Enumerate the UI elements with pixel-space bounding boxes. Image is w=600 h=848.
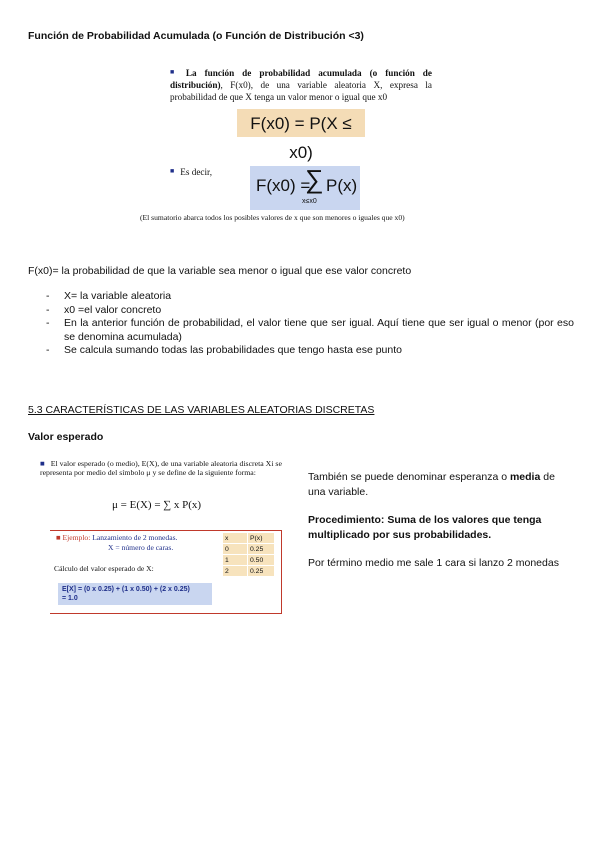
formula-sum-lhs: F(x0) = (256, 176, 311, 195)
page-heading: Función de Probabilidad Acumulada (o Función de Distribución <3) (28, 30, 364, 42)
note-termino-medio: Por término medio me sale 1 cara si lanzo 2 monedas (308, 557, 559, 569)
example-label: Ejemplo: (62, 533, 91, 542)
calc-text: Cálculo del valor esperado de X: (54, 564, 154, 573)
list-item: - Se calcula sumando todas las probabilidades que tengo hasta ese punto (46, 344, 402, 357)
table-header-row (223, 533, 275, 544)
note-esperanza (308, 470, 574, 500)
list-item-text: x0 =el valor concreto (64, 303, 162, 316)
probability-table (222, 532, 275, 577)
formula-cumulative: F(x0) = P(X ≤ x0) (237, 109, 365, 137)
bullet-square-icon: ■ (56, 533, 63, 542)
right-column-notes (308, 470, 574, 584)
list-item-text: X= la variable aleatoria (64, 290, 172, 302)
table-row (223, 566, 275, 577)
table-cell: 0.50 (248, 555, 275, 566)
subheading-valor-esperado: Valor esperado (28, 431, 104, 443)
example-description: Lanzamiento de 2 monedas. (92, 533, 178, 542)
bullet-square-icon: ■ (40, 459, 45, 468)
result-line-1: E[X] = (0 x 0.25) + (1 x 0.50) + (2 x 0.25) (62, 586, 190, 593)
definition-bold-text: La función de probabilidad acumulada (o función de distribución) (170, 68, 432, 90)
formula-expected-value: μ = E(X) = ∑ x P(x) (112, 499, 202, 511)
table-cell: 0.25 (248, 566, 275, 577)
list-item: - X= la variable aleatoria (46, 290, 172, 302)
list-item-text: En la anterior función de probabilidad, el valor tiene que ser igual. Aquí tiene que ser igual o menor (por eso se denomina acumulada) (64, 317, 574, 343)
table-header-cell: P(x) (248, 533, 275, 544)
table-cell: 0.25 (248, 544, 275, 555)
expected-value-result (58, 583, 212, 605)
table-cell: 0 (223, 544, 248, 555)
list-item: - En la anterior función de probabilidad, el valor tiene que ser igual. Aquí tiene que ser igual o menor (por eso se denomina acumulada) (46, 317, 574, 343)
expected-value-definition: El valor esperado (o medio), E(X), de una variable aleatoria discreta Xi se representa por medio del símbolo μ y se define de la siguiente forma: (40, 459, 282, 478)
table-cell: 1 (223, 555, 248, 566)
list-item-text: Se calcula sumando todas las probabilidades que tengo hasta ese punto (64, 344, 402, 357)
bullet-square-icon: ■ (170, 68, 180, 76)
slide-bullet-definition (170, 66, 432, 103)
result-line-2: = 1.0 (62, 595, 78, 602)
table-row (223, 555, 275, 566)
slide-note: (El sumatorio abarca todos los posibles valores de x que son menores o iguales que x0) (140, 213, 405, 222)
es-decir-text: Es decir, (180, 167, 213, 177)
table-header-cell: x (223, 533, 248, 544)
section-title: 5.3 CARACTERÍSTICAS DE LAS VARIABLES ALEATORIAS DISCRETAS (28, 404, 375, 416)
definition-text: , F(x0), de una variable aleatoria X, expresa la probabilidad de que X tenga un valor menor o igual que x0 (170, 80, 432, 102)
paragraph-f-x0: F(x0)= la probabilidad de que la variable sea menor o igual que ese valor concreto (28, 265, 412, 277)
list-item: - x0 =el valor concreto (46, 303, 162, 316)
formula-sum-index: x≤x0 (302, 198, 317, 205)
note-esperanza-end: de una variable. (308, 471, 555, 498)
example-variable: X = número de caras. (108, 542, 174, 552)
note-esperanza-text: También se puede denominar esperanza o (308, 471, 510, 483)
table-cell: 2 (223, 566, 248, 577)
note-media-bold: media (509, 471, 541, 483)
slide-expected-value (40, 459, 290, 477)
formula-sum-rhs: P(x) (326, 176, 358, 195)
table-row (223, 544, 275, 555)
sigma-icon: ∑ (305, 164, 324, 194)
example-text (56, 533, 177, 552)
note-procedimiento: Procedimiento: Suma de los valores que tenga multiplicado por sus probabilidades. (308, 514, 542, 541)
bullet-list (46, 290, 574, 358)
formula-sum (250, 166, 360, 210)
bullet-square-icon: ■ (170, 167, 175, 175)
